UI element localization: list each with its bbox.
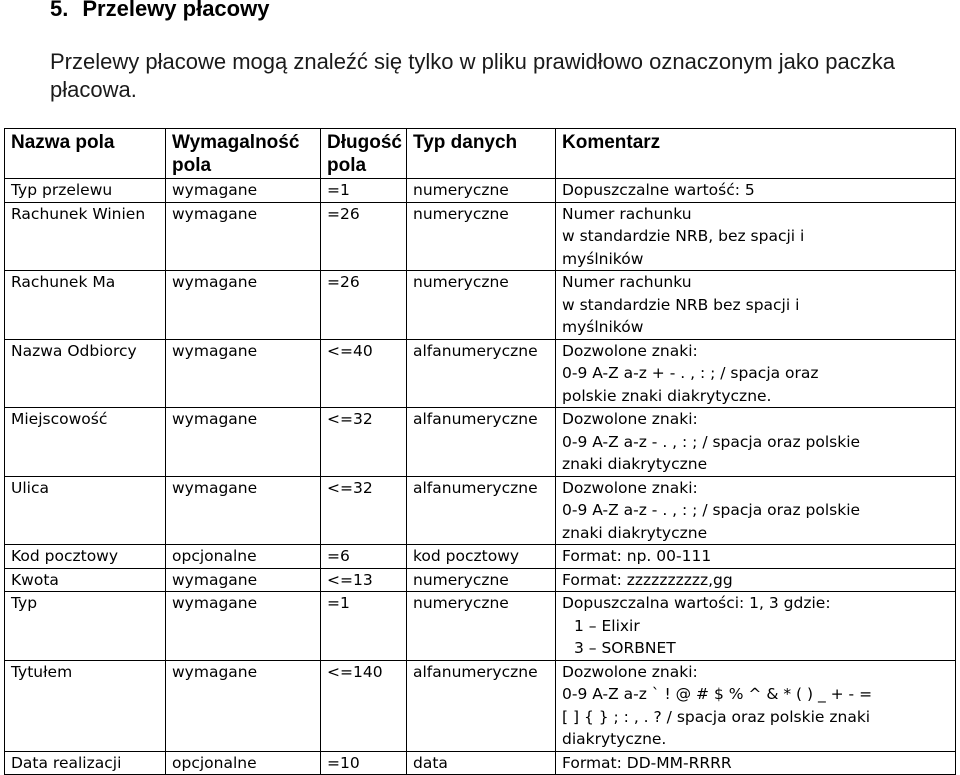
comment-line: Numer rachunku [562,204,692,223]
cell-length: <=40 [321,339,407,408]
table-row [5,476,956,545]
header-name: Nazwa pola [5,129,166,179]
cell-comment [556,592,956,661]
comment-line: polskie znaki diakrytyczne. [562,386,772,405]
cell-field-name: Miejscowość [5,408,166,477]
cell-data-type: data [407,751,556,775]
cell-data-type: numeryczne [407,568,556,592]
comment-line: Format: zzzzzzzzzz,gg [562,570,733,589]
table-row [5,660,956,751]
cell-comment [556,660,956,751]
field-spec-table [4,128,956,775]
comment-line: Numer rachunku [562,273,692,291]
cell-length: =26 [321,271,407,340]
comment-line: diakrytyczne. [562,730,667,748]
comment-line: Dozwolone znaki: [562,662,698,681]
table-row [5,408,956,477]
section-title: Przelewy płacowy [82,0,270,21]
cell-data-type: numeryczne [407,592,556,661]
cell-length: =1 [321,179,407,203]
cell-data-type: alfanumeryczne [407,476,556,545]
cell-data-type: numeryczne [407,202,556,271]
cell-field-name: Rachunek Ma [5,271,166,340]
cell-comment [556,751,956,775]
table-row [5,545,956,569]
table-row [5,179,956,203]
cell-length: =26 [321,202,407,271]
comment-line: Dozwolone znaki: [562,478,698,497]
cell-comment [556,179,956,203]
cell-data-type: numeryczne [407,179,556,203]
cell-length: =1 [321,592,407,661]
cell-field-name: Tytułem [5,660,166,751]
cell-length: <=32 [321,476,407,545]
cell-data-type: alfanumeryczne [407,660,556,751]
cell-required: wymagane [166,339,321,408]
cell-field-name: Typ [5,592,166,661]
cell-comment [556,545,956,569]
comment-line: znaki diakrytyczne [562,455,708,473]
table-row [5,592,956,661]
cell-data-type: alfanumeryczne [407,408,556,477]
cell-data-type: alfanumeryczne [407,339,556,408]
comment-line: Format: np. 00-111 [562,547,712,565]
table-row [5,202,956,271]
header-required: Wymagalność pola [166,129,321,179]
cell-field-name: Ulica [5,476,166,545]
cell-required: wymagane [166,202,321,271]
cell-length: <=140 [321,660,407,751]
cell-field-name: Data realizacji [5,751,166,775]
table-row [5,568,956,592]
comment-line: Dozwolone znaki: [562,410,698,428]
comment-line: 0-9 A-Z a-z ` ! @ # $ % ^ & * ( ) _ + - = [562,685,873,703]
cell-required: wymagane [166,408,321,477]
cell-field-name: Kwota [5,568,166,592]
table-row [5,751,956,775]
cell-required: wymagane [166,592,321,661]
comment-line: 0-9 A-Z a-z - . , : ; / spacja oraz polskie [562,432,861,451]
cell-required: wymagane [166,476,321,545]
comment-line: [ ] { } ; : , . ? / spacja oraz polskie znaki [562,707,871,726]
cell-comment [556,271,956,340]
comment-line: 0-9 A-Z a-z - . , : ; / spacja oraz polskie [562,501,861,519]
cell-required: wymagane [166,660,321,751]
header-type: Typ danych [407,129,556,179]
cell-required: wymagane [166,271,321,340]
section-heading [50,0,269,22]
cell-required: opcjonalne [166,545,321,569]
cell-length: <=32 [321,408,407,477]
cell-comment [556,339,956,408]
header-comment: Komentarz [556,129,956,179]
header-length: Długość pola [321,129,407,179]
cell-data-type: numeryczne [407,271,556,340]
comment-line: Dopuszczalna wartości: 1, 3 gdzie: [562,594,831,612]
comment-line: Dozwolone znaki: [562,341,698,360]
comment-line: Dopuszczalne wartość: 5 [562,181,755,199]
cell-length: =10 [321,751,407,775]
cell-field-name: Rachunek Winien [5,202,166,271]
cell-comment [556,568,956,592]
comment-line: 3 – SORBNET [574,639,676,657]
cell-length: =6 [321,545,407,569]
comment-line: w standardzie NRB, bez spacji i [562,227,805,245]
comment-line: Format: DD-MM-RRRR [562,753,732,772]
intro-paragraph: Przelewy płacowe mogą znaleźć się tylko w pliku prawidłowo oznaczonym jako paczka płacowa. [50,49,895,102]
cell-field-name: Nazwa Odbiorcy [5,339,166,408]
table-row [5,339,956,408]
table-header-row [5,129,956,179]
cell-required: wymagane [166,568,321,592]
comment-line: 1 – Elixir [574,616,640,635]
cell-comment [556,202,956,271]
section-number: 5. [50,0,69,21]
cell-data-type: kod pocztowy [407,545,556,569]
table-body [5,179,956,775]
cell-length: <=13 [321,568,407,592]
table-row [5,271,956,340]
comment-line: w standardzie NRB bez spacji i [562,295,800,314]
comment-line: znaki diakrytyczne [562,523,708,542]
cell-comment [556,476,956,545]
cell-comment [556,408,956,477]
comment-line: myślników [562,249,644,268]
comment-line: 0-9 A-Z a-z + - . , : ; / spacja oraz [562,364,819,382]
comment-line: myślników [562,318,644,336]
cell-required: opcjonalne [166,751,321,775]
cell-field-name: Kod pocztowy [5,545,166,569]
cell-required: wymagane [166,179,321,203]
cell-field-name: Typ przelewu [5,179,166,203]
